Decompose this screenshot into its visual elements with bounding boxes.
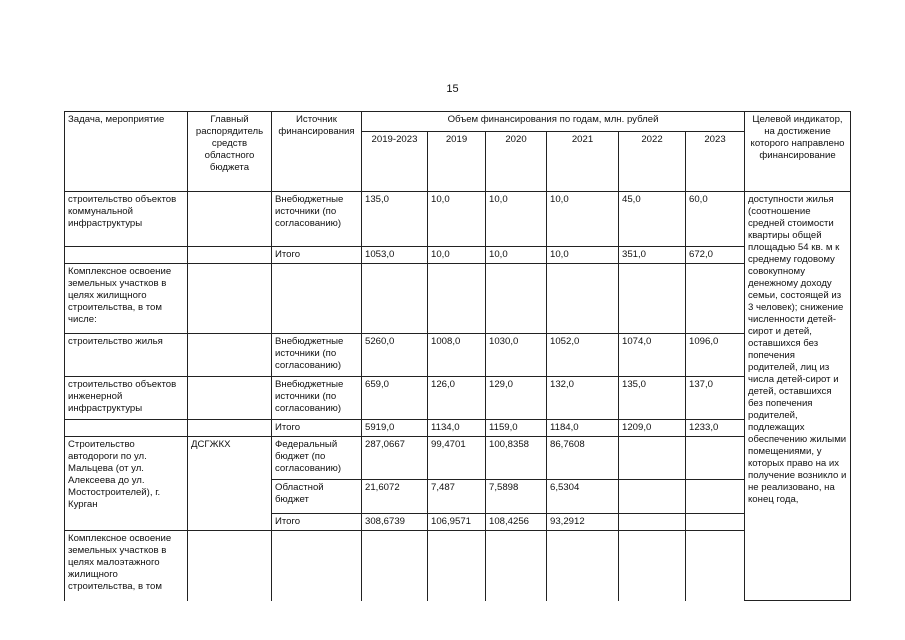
task-cell: Комплексное освоение земельных участков в целях малоэтажного жилищного строительства, в том — [65, 531, 188, 601]
manager-cell: ДСГЖКХ — [188, 437, 272, 531]
value-cell — [686, 437, 745, 480]
value-cell: 60,0 — [686, 192, 745, 247]
source-cell: Внебюджетные источники (по согласованию) — [272, 377, 362, 420]
value-cell — [619, 480, 686, 514]
value-cell: 86,7608 — [547, 437, 619, 480]
value-cell: 10,0 — [486, 192, 547, 247]
value-cell — [486, 264, 547, 334]
value-cell: 1030,0 — [486, 334, 547, 377]
value-cell: 1233,0 — [686, 420, 745, 437]
value-cell: 5260,0 — [362, 334, 428, 377]
value-cell — [686, 264, 745, 334]
source-cell — [272, 264, 362, 334]
value-cell — [686, 480, 745, 514]
header-target: Целевой индикатор, на достижение которого направлено финансирование — [745, 112, 851, 192]
header-year: 2023 — [686, 132, 745, 192]
value-cell — [428, 264, 486, 334]
manager-cell — [188, 334, 272, 377]
value-cell: 10,0 — [547, 247, 619, 264]
task-cell — [65, 420, 188, 437]
source-cell — [272, 531, 362, 601]
header-volume: Объем финансирования по годам, млн. рублей — [362, 112, 745, 132]
value-cell — [619, 437, 686, 480]
value-cell — [547, 531, 619, 601]
value-cell: 6,5304 — [547, 480, 619, 514]
value-cell: 1052,0 — [547, 334, 619, 377]
source-cell: Внебюджетные источники (по согласованию) — [272, 334, 362, 377]
source-cell: Итого — [272, 514, 362, 531]
manager-cell — [188, 192, 272, 247]
value-cell: 7,5898 — [486, 480, 547, 514]
manager-cell — [188, 264, 272, 334]
value-cell: 132,0 — [547, 377, 619, 420]
header-manager: Главный распорядитель средств областного бюджета — [188, 112, 272, 192]
value-cell: 1008,0 — [428, 334, 486, 377]
manager-cell — [188, 420, 272, 437]
source-cell: Федеральный бюджет (по согласованию) — [272, 437, 362, 480]
header-year: 2019 — [428, 132, 486, 192]
page-bottom-margin — [60, 605, 860, 640]
value-cell — [486, 531, 547, 601]
value-cell — [362, 531, 428, 601]
manager-cell — [188, 377, 272, 420]
value-cell: 1159,0 — [486, 420, 547, 437]
value-cell: 106,9571 — [428, 514, 486, 531]
task-cell: Строительство автодороги по ул. Мальцева (от ул. Алексеева до ул. Мостостроителей), г. Курган — [65, 437, 188, 531]
value-cell: 287,0667 — [362, 437, 428, 480]
value-cell: 100,8358 — [486, 437, 547, 480]
value-cell: 1096,0 — [686, 334, 745, 377]
manager-cell — [188, 247, 272, 264]
value-cell — [428, 531, 486, 601]
source-cell: Итого — [272, 247, 362, 264]
value-cell: 308,6739 — [362, 514, 428, 531]
value-cell: 1184,0 — [547, 420, 619, 437]
value-cell: 126,0 — [428, 377, 486, 420]
target-indicator-cell: доступности жилья (соотношение средней стоимости квартиры общей площадью 54 кв. м к среднему годовому совокупному денежному доходу семьи, состоящей из 3 человек); снижение численности детей-сирот и детей, оставшихся без попечения родителей, лиц из числа детей-сирот и детей, оставшихся без попечения родителей, подлежащих обеспечению жилыми помещениями, у которых право на их получение возникло и не реализовано, на конец года, — [745, 192, 851, 601]
value-cell: 10,0 — [428, 247, 486, 264]
value-cell: 10,0 — [486, 247, 547, 264]
header-year: 2021 — [547, 132, 619, 192]
value-cell: 7,487 — [428, 480, 486, 514]
value-cell: 93,2912 — [547, 514, 619, 531]
value-cell — [686, 514, 745, 531]
source-cell: Внебюджетные источники (по согласованию) — [272, 192, 362, 247]
task-cell: строительство жилья — [65, 334, 188, 377]
header-source: Источник финансирования — [272, 112, 362, 192]
value-cell: 1209,0 — [619, 420, 686, 437]
header-task: Задача, мероприятие — [65, 112, 188, 192]
value-cell: 659,0 — [362, 377, 428, 420]
value-cell: 45,0 — [619, 192, 686, 247]
value-cell: 135,0 — [362, 192, 428, 247]
value-cell — [619, 531, 686, 601]
manager-cell — [188, 531, 272, 601]
value-cell: 99,4701 — [428, 437, 486, 480]
value-cell — [362, 264, 428, 334]
value-cell — [686, 531, 745, 601]
task-cell — [65, 247, 188, 264]
value-cell — [619, 514, 686, 531]
value-cell: 21,6072 — [362, 480, 428, 514]
value-cell: 108,4256 — [486, 514, 547, 531]
value-cell: 1134,0 — [428, 420, 486, 437]
value-cell: 5919,0 — [362, 420, 428, 437]
value-cell: 10,0 — [547, 192, 619, 247]
value-cell — [619, 264, 686, 334]
source-cell: Итого — [272, 420, 362, 437]
page-number: 15 — [446, 83, 459, 95]
financing-table — [64, 111, 851, 601]
value-cell: 135,0 — [619, 377, 686, 420]
value-cell: 1074,0 — [619, 334, 686, 377]
task-cell: строительство объектов инженерной инфраструктуры — [65, 377, 188, 420]
value-cell — [547, 264, 619, 334]
value-cell: 129,0 — [486, 377, 547, 420]
value-cell: 10,0 — [428, 192, 486, 247]
header-year: 2022 — [619, 132, 686, 192]
value-cell: 137,0 — [686, 377, 745, 420]
task-cell: Комплексное освоение земельных участков в целях жилищного строительства, в том числе: — [65, 264, 188, 334]
header-year: 2020 — [486, 132, 547, 192]
header-year: 2019-2023 — [362, 132, 428, 192]
value-cell: 351,0 — [619, 247, 686, 264]
value-cell: 1053,0 — [362, 247, 428, 264]
task-cell: строительство объектов коммунальной инфраструктуры — [65, 192, 188, 247]
source-cell: Областной бюджет — [272, 480, 362, 514]
value-cell: 672,0 — [686, 247, 745, 264]
